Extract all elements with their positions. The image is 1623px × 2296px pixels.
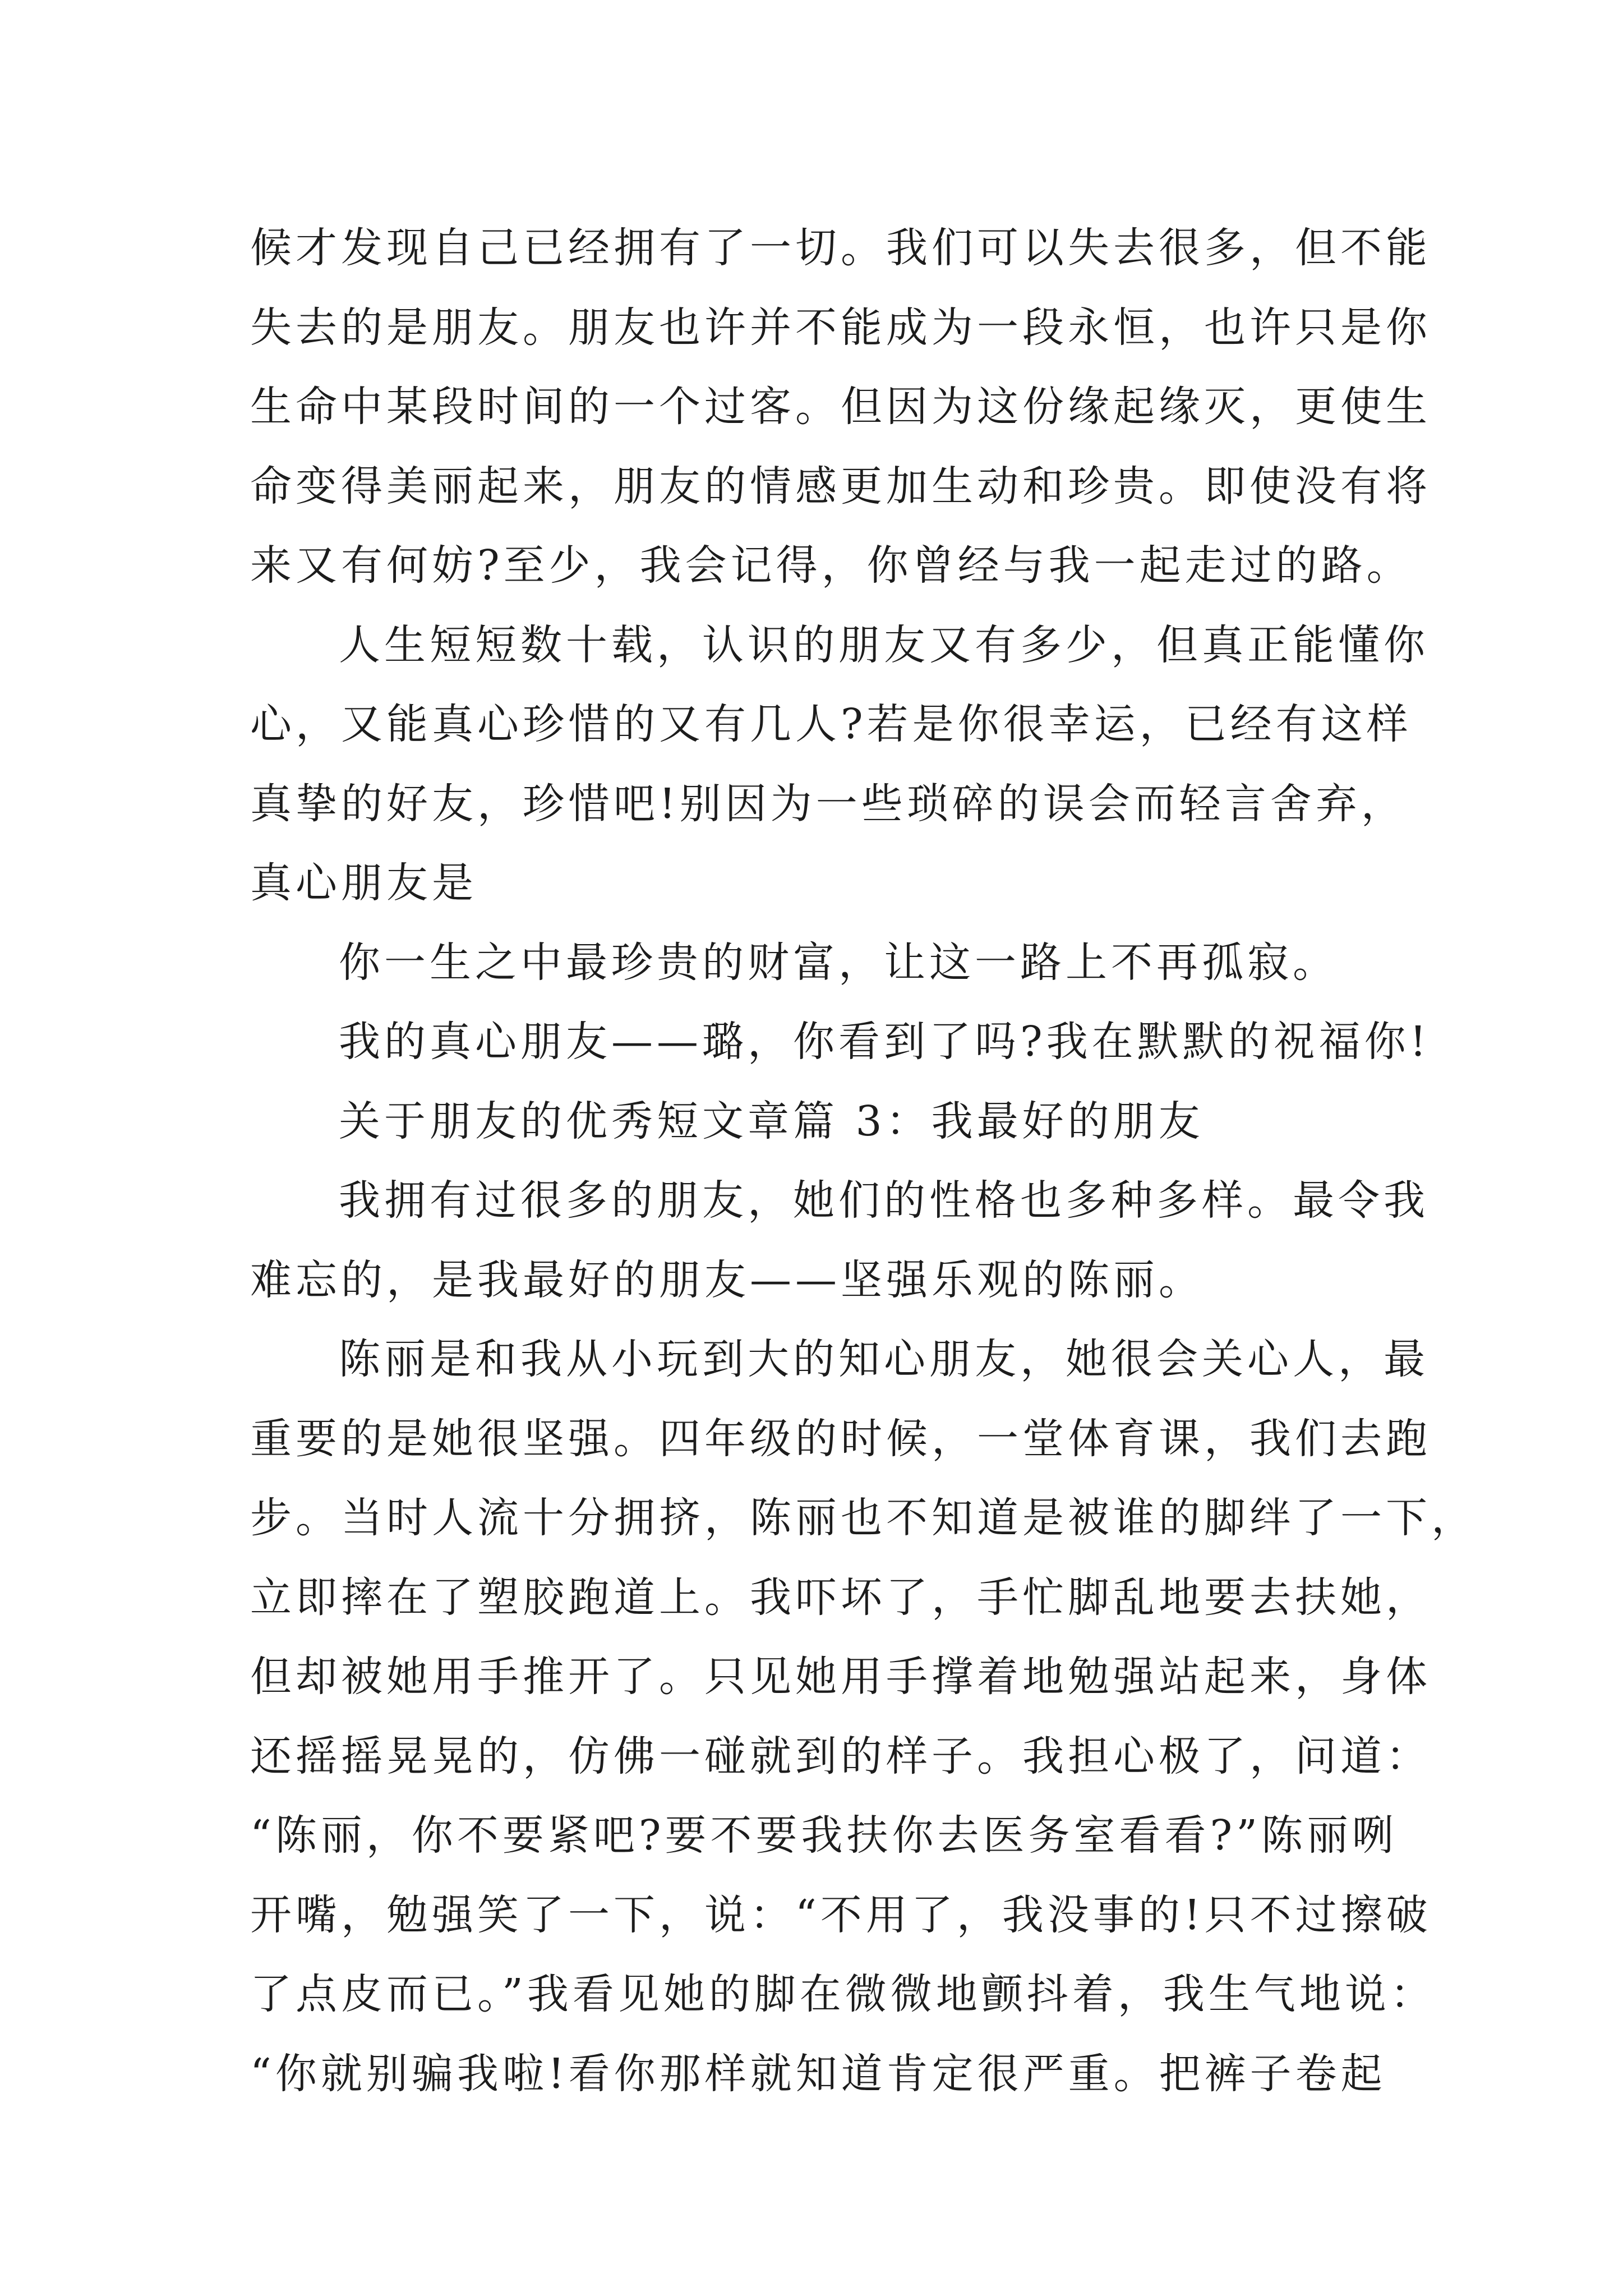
text-line: 还摇摇晃晃的，仿佛一碰就到的样子。我担心极了，问道： [250, 1732, 1431, 1780]
text-line: 人生短短数十载，认识的朋友又有多少，但真正能懂你 [339, 620, 1429, 669]
text-line: 生命中某段时间的一个过客。但因为这份缘起缘灭，更使生 [250, 383, 1431, 431]
text-line: 你一生之中最珍贵的财富，让这一路上不再孤寂。 [339, 938, 1338, 987]
text-line: “你就别骗我啦!看你那样就知道肯定很严重。把裤子卷起 [250, 2049, 1386, 2098]
text-line: 来又有何妨?至少，我会记得，你曾经与我一起走过的路。 [250, 541, 1412, 590]
text-line: 真挚的好友，珍惜吧!别因为一些琐碎的误会而轻言舍弃， [250, 779, 1407, 828]
text-line: 步。当时人流十分拥挤，陈丽也不知道是被谁的脚绊了一下， [250, 1494, 1477, 1542]
body-text [250, 209, 1477, 2114]
text-line: “陈丽，你不要紧吧?要不要我扶你去医务室看看?”陈丽咧 [250, 1811, 1398, 1860]
text-line: 候才发现自己已经拥有了一切。我们可以失去很多，但不能 [250, 224, 1431, 272]
text-line: 但却被她用手推开了。只见她用手撑着地勉强站起来，身体 [250, 1653, 1431, 1701]
text-line: 我拥有过很多的朋友，她们的性格也多种多样。最令我 [339, 1176, 1429, 1225]
text-line: 立即摔在了塑胶跑道上。我吓坏了，手忙脚乱地要去扶她， [250, 1573, 1431, 1622]
text-line: 重要的是她很坚强。四年级的时候，一堂体育课，我们去跑 [250, 1414, 1431, 1463]
text-line: 真心朋友是 [250, 859, 477, 907]
text-line: 我的真心朋友——璐，你看到了吗?我在默默的祝福你! [339, 1018, 1431, 1066]
text-line: 了点皮而已。”我看见她的脚在微微地颤抖着，我生气地说： [250, 1970, 1436, 2018]
text-line: 陈丽是和我从小玩到大的知心朋友，她很会关心人，最 [339, 1335, 1429, 1383]
text-line: 心，又能真心珍惜的又有几人?若是你很幸运，已经有这样 [250, 700, 1412, 748]
section-heading: 关于朋友的优秀短文章篇 3：我最好的朋友 [339, 1097, 1204, 1145]
text-line: 命变得美丽起来，朋友的情感更加生动和珍贵。即使没有将 [250, 462, 1431, 510]
text-line: 开嘴，勉强笑了一下，说：“不用了，我没事的!只不过擦破 [250, 1890, 1432, 1939]
text-line: 失去的是朋友。朋友也许并不能成为一段永恒，也许只是你 [250, 303, 1431, 352]
text-line: 难忘的，是我最好的朋友——坚强乐观的陈丽。 [250, 1255, 1204, 1304]
